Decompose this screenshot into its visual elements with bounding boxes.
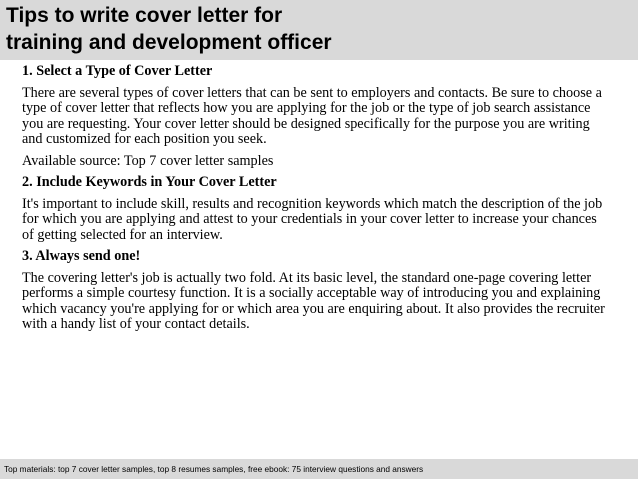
title-line-2: training and development officer: [6, 31, 332, 54]
footer-bar: [0, 459, 638, 479]
available-source-text: Available source: Top 7 cover letter samples: [22, 152, 274, 169]
footer-text: Top materials: top 7 cover letter samples, top 8 resumes samples, free ebook: 75 interview questions and answers: [4, 464, 424, 474]
section-2-body: It's important to include skill, results and recognition keywords which match the description of the job for which you are applying and attest to your credentials in your cover letter to increase your chances of getting selected for an interview.: [22, 195, 603, 243]
section-2-heading: 2. Include Keywords in Your Cover Letter: [22, 174, 277, 190]
section-3-heading: 3. Always send one!: [22, 248, 141, 264]
title-bar: [0, 0, 638, 60]
section-1-body: There are several types of cover letters that can be sent to employers and contacts. Be sure to choose a type of cover letter that reflects how you are applying for the job or the type of job search assistance you are requesting. Your cover letter should be designed specifically for the purpose you are writing and customized for each position you seek.: [22, 84, 602, 147]
slide-title: [6, 2, 626, 56]
section-3-body: The covering letter's job is actually two fold. At its basic level, the standard one-page covering letter performs a simple courtesy function. It is a socially acceptable way of introducing you and explaining which vacancy you're applying for or which area you are enquiring about. It also provides the recruiter with a handy list of your contact details.: [22, 269, 605, 332]
section-1-heading: 1. Select a Type of Cover Letter: [22, 63, 213, 79]
title-line-1: Tips to write cover letter for: [6, 4, 283, 27]
slide-content: [22, 64, 608, 339]
